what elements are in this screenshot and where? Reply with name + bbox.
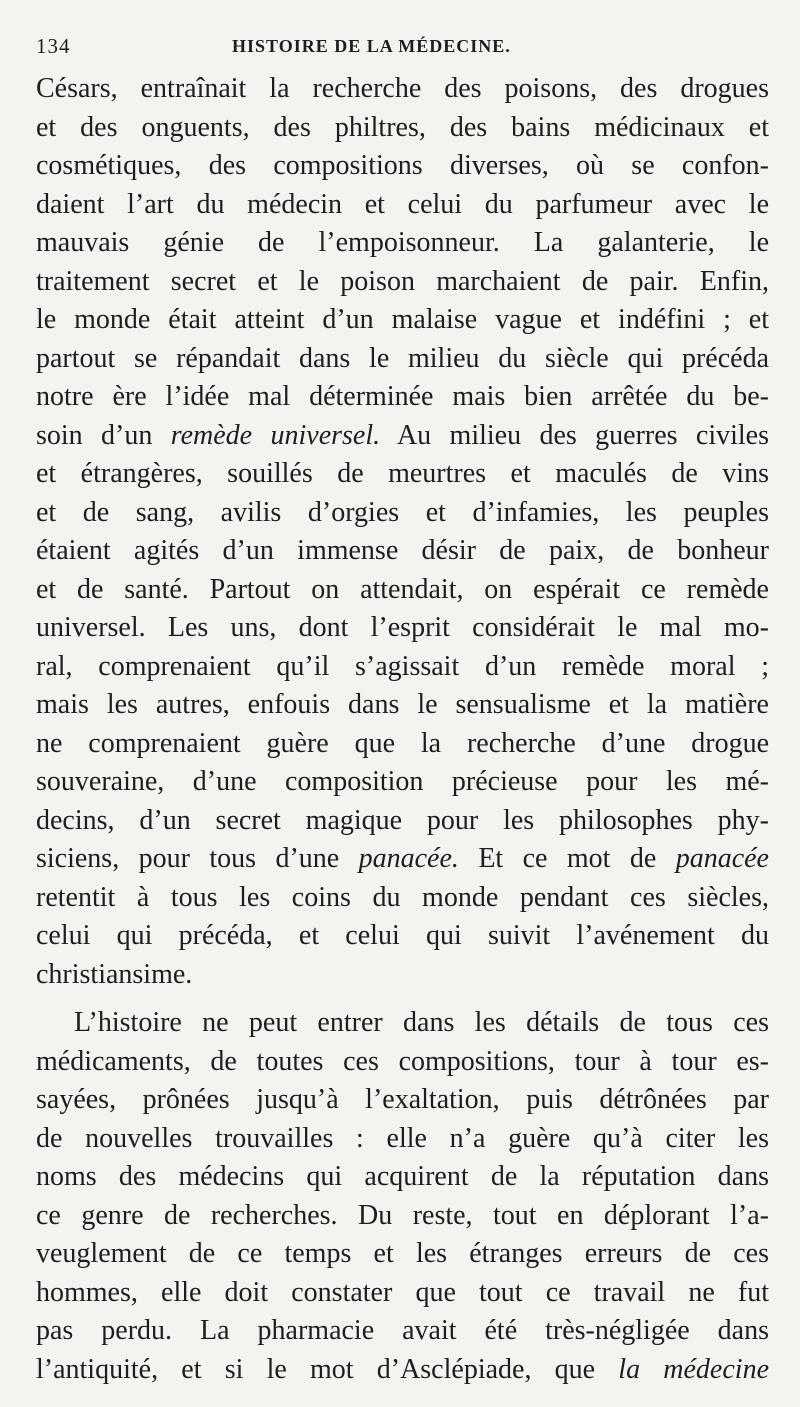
text-line xyxy=(36,1351,769,1390)
paragraph-start-line: L’histoire ne peut entrer dans les détails de tous ces xyxy=(74,1007,769,1038)
text-line: et de santé. Partout on attendait, on espérait ce remède xyxy=(36,573,769,605)
body-text xyxy=(36,70,769,1389)
text-line: hommes, elle doit constater que tout ce travail ne fut xyxy=(36,1276,769,1308)
text-line: pas perdu. La pharmacie avait été très-négligée dans xyxy=(36,1315,769,1346)
page-header xyxy=(36,30,766,60)
running-title: HISTOIRE DE LA MÉDECINE. xyxy=(232,36,511,56)
text-line: mauvais génie de l’empoisonneur. La galanterie, le xyxy=(36,227,769,258)
italic-word: panacée xyxy=(675,843,769,874)
text-line: decins, d’un secret magique pour les philosophes phy- xyxy=(36,804,769,836)
italic-phrase: remède universel. xyxy=(170,419,381,451)
italic-phrase: la médecine xyxy=(618,1353,769,1385)
text-run: siciens, pour tous d’une xyxy=(36,843,359,874)
text-line: retentit à tous les coins du monde pendant ces siècles, xyxy=(36,881,769,913)
text-line: et des onguents, des philtres, des bains médicinaux et xyxy=(36,111,769,143)
text-line: mais les autres, enfouis dans le sensualisme et la matière xyxy=(36,689,769,720)
text-run: Au milieu des guerres civiles xyxy=(380,419,770,451)
text-line: médicaments, de toutes ces compositions, tour à tour es- xyxy=(36,1045,769,1077)
text-line: universel. Les uns, dont l’esprit considérait le mal mo- xyxy=(36,612,769,643)
text-line: notre ère l’idée mal déterminée mais bien arrêtée du be- xyxy=(36,381,769,412)
text-run: soin d’un xyxy=(36,419,171,451)
text-line: veuglement de ce temps et les étranges erreurs de ces xyxy=(36,1238,769,1269)
text-line xyxy=(36,840,769,879)
text-line: partout se répandait dans le milieu du siècle qui précéda xyxy=(36,342,769,374)
text-line: ral, comprenaient qu’il s’agissait d’un remède moral ; xyxy=(36,650,769,682)
text-line: souveraine, d’une composition précieuse pour les mé- xyxy=(36,766,769,797)
paragraph-end-line: christiansime. xyxy=(36,958,193,990)
text-line: le monde était atteint d’un malaise vague et indéfini ; et xyxy=(36,304,769,335)
text-line xyxy=(36,417,769,456)
page-number: 134 xyxy=(36,34,71,58)
text-line: étaient agités d’un immense désir de paix, de bonheur xyxy=(36,535,769,566)
text-line: noms des médecins qui acquirent de la réputation dans xyxy=(36,1161,769,1192)
text-line: daient l’art du médecin et celui du parfumeur avec le xyxy=(36,188,769,220)
text-line: ne comprenaient guère que la recherche d’une drogue xyxy=(36,727,769,759)
text-line: ce genre de recherches. Du reste, tout en déplorant l’a- xyxy=(36,1199,769,1231)
text-line: celui qui précéda, et celui qui suivit l’avénement du xyxy=(36,920,769,951)
text-line: Césars, entraînait la recherche des poisons, des drogues xyxy=(36,73,769,104)
text-run: l’antiquité, et si le mot d’Asclépiade, que xyxy=(36,1353,619,1385)
text-line: cosmétiques, des compositions diverses, où se confon- xyxy=(36,150,769,181)
text-line: de nouvelles trouvailles : elle n’a guère qu’à citer les xyxy=(36,1122,769,1154)
text-run: Et ce mot de xyxy=(458,843,676,874)
text-line: et de sang, avilis d’orgies et d’infamies, les peuples xyxy=(36,496,769,528)
italic-word: panacée. xyxy=(358,843,459,874)
text-line: et étrangères, souillés de meurtres et maculés de vins xyxy=(36,458,769,489)
text-line: sayées, prônées jusqu’à l’exaltation, puis détrônées par xyxy=(36,1084,769,1115)
text-line: traitement secret et le poison marchaient de pair. Enfin, xyxy=(36,265,769,297)
